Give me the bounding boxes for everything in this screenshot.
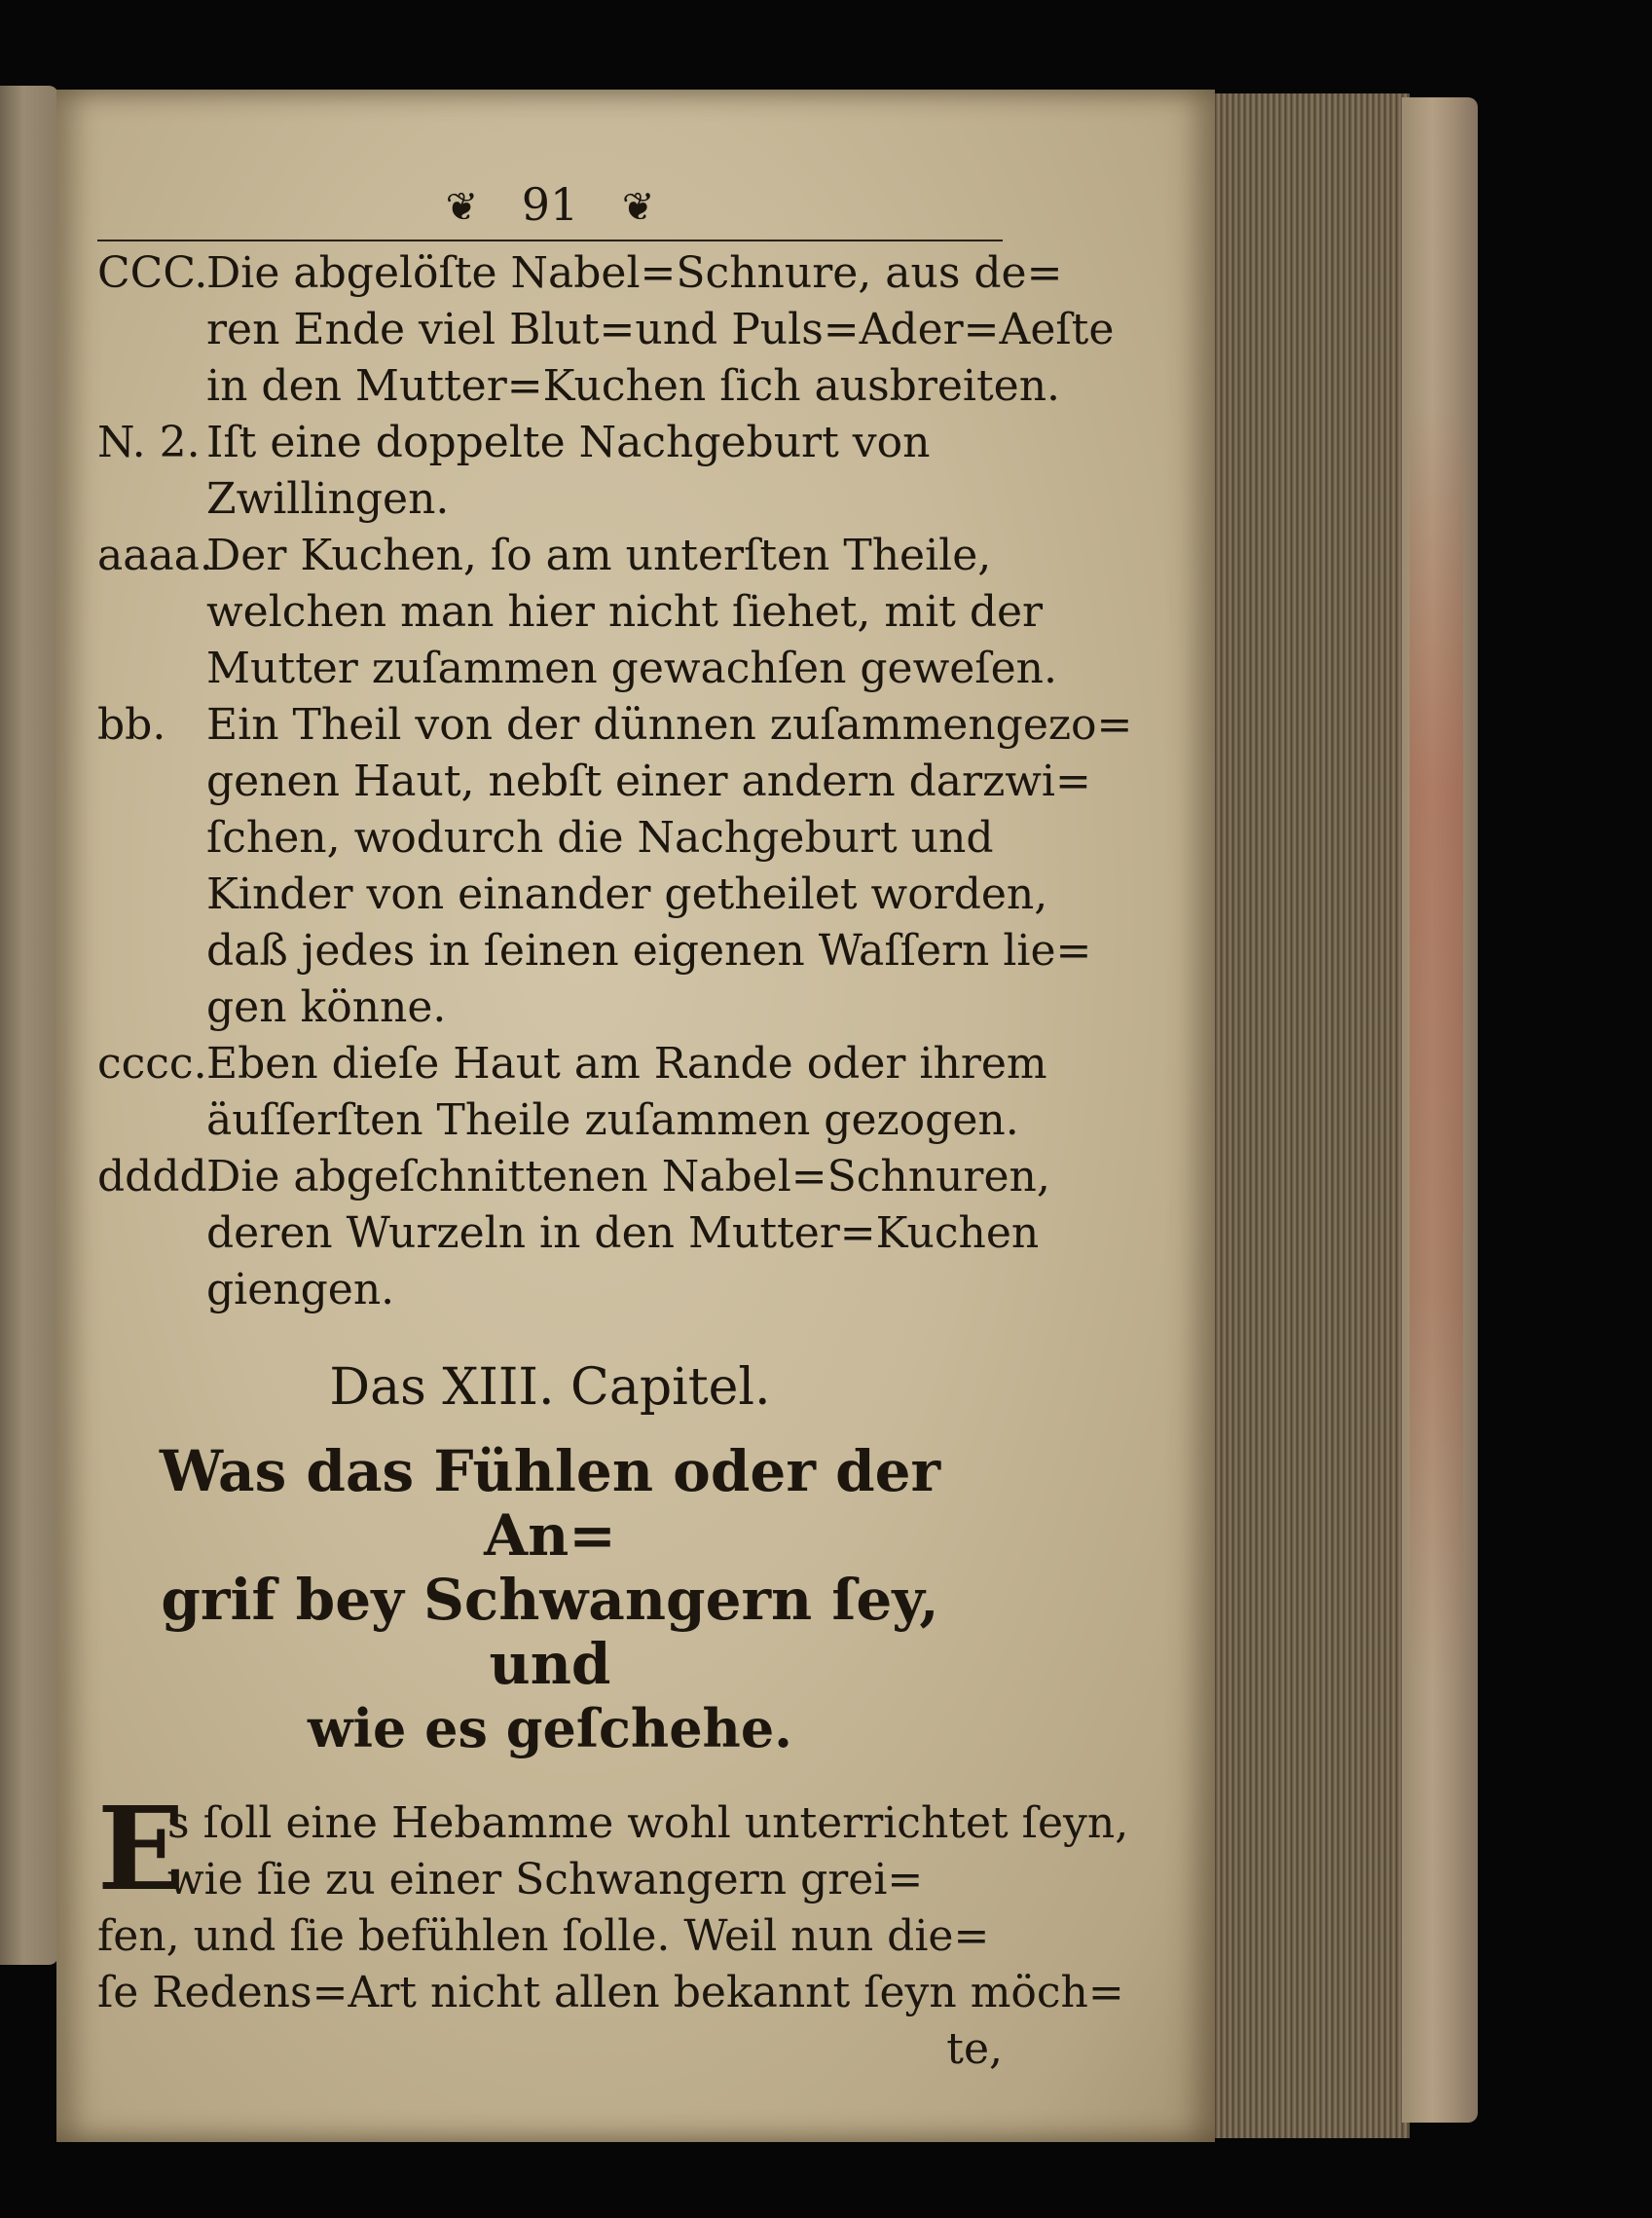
legend-entry <box>97 1036 1047 1149</box>
header-rule <box>97 240 1003 241</box>
entry-line: ren Ende viel Blut=und Puls=Ader=Aeſte <box>206 305 1115 354</box>
entry-line: ſchen, wodurch die Nachgeburt und <box>206 813 994 863</box>
entry-line: Die abgelöſte Nabel=Schnure, aus de= <box>206 248 1063 298</box>
legend-entry <box>97 415 1003 528</box>
left-page-edge <box>0 86 58 1965</box>
entry-label: CCC. <box>97 248 208 298</box>
drop-capital: E <box>97 1781 185 1916</box>
entry-label: dddd. <box>97 1152 221 1201</box>
entry-line: daß jedes in ſeinen eigenen Waſſern lie= <box>206 926 1092 976</box>
legend-entry <box>97 1149 1050 1318</box>
paragraph-line: fen, und ſie befühlen ſolle. Weil nun die= <box>97 1911 990 1961</box>
legend-entry <box>97 697 1133 1036</box>
entry-line: Eben dieſe Haut am Rande oder ihrem <box>206 1039 1047 1089</box>
ornament-right-icon: ❦ <box>621 185 655 230</box>
entry-line: deren Wurzeln in den Mutter=Kuchen <box>206 1208 1040 1258</box>
entry-line: Zwillingen. <box>206 474 450 524</box>
chapter-heading: Das XIII. Capitel. <box>329 1358 771 1417</box>
entry-line: Die abgeſchnittenen Nabel=Schnuren, <box>206 1152 1050 1201</box>
entry-line: genen Haut, nebſt einer andern darzwi= <box>206 757 1091 806</box>
catchword: te, <box>946 2024 1003 2074</box>
cover-stain <box>1410 409 1463 1675</box>
entry-line: Ein Theil von der dünnen zuſammengezo= <box>206 700 1133 750</box>
title-line: Was das Fühlen oder der An= <box>159 1438 941 1569</box>
page-number: 91 <box>521 178 579 231</box>
entry-line: giengen. <box>206 1265 395 1314</box>
legend-entry <box>97 245 1115 415</box>
page-text <box>97 175 1133 2078</box>
paragraph-line: wie ſie zu einer Schwangern grei= <box>167 1855 924 1904</box>
entry-label: cccc. <box>97 1039 207 1089</box>
paragraph-line: ſe Redens=Art nicht allen bekannt ſeyn möch= <box>97 1968 1124 2017</box>
paragraph-line: s ſoll eine Hebamme wohl unterrichtet ſeyn, <box>167 1798 1129 1848</box>
chapter-title <box>97 1439 1003 1760</box>
entry-label: N. 2. <box>97 418 201 467</box>
entry-label: bb. <box>97 700 166 750</box>
body-paragraph <box>97 1781 1129 2021</box>
entry-line: Iſt eine doppelte Nachgeburt von <box>206 418 931 467</box>
page-stack-edges <box>1215 93 1410 2138</box>
entry-line: Kinder von einander getheilet worden, <box>206 869 1048 919</box>
entry-line: Der Kuchen, ſo am unterſten Theile, <box>206 531 992 580</box>
entry-line: in den Mutter=Kuchen ſich ausbreiten. <box>206 361 1061 411</box>
entry-line: Mutter zuſammen gewachſen geweſen. <box>206 644 1057 693</box>
title-line: wie es geſchehe. <box>308 1697 792 1759</box>
running-header <box>97 175 1003 234</box>
entry-line: äuſſerſten Theile zuſammen gezogen. <box>206 1095 1019 1145</box>
entry-line: welchen man hier nicht ſiehet, mit der <box>206 587 1044 637</box>
title-line: grif bey Schwangern ſey, und <box>161 1567 939 1697</box>
entry-label: aaaa. <box>97 531 213 580</box>
entry-line: gen könne. <box>206 982 447 1032</box>
ornament-left-icon: ❦ <box>445 185 479 230</box>
legend-entry <box>97 528 1057 697</box>
